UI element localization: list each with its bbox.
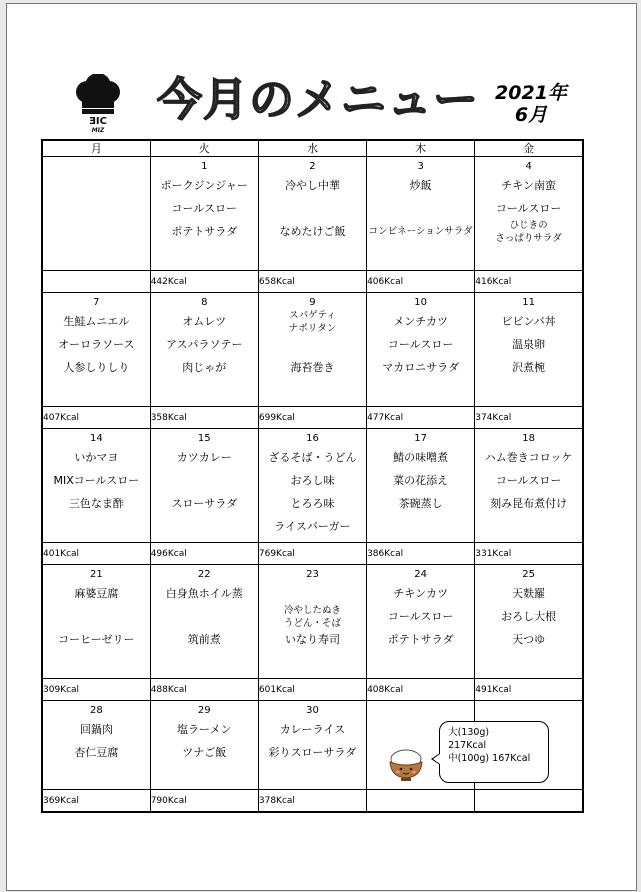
rice-medium-label: 中(100g) 167Kcal bbox=[448, 753, 531, 764]
menu-dish: スローサラダ bbox=[171, 497, 238, 510]
rice-large-label: 大(130g) bbox=[448, 727, 490, 738]
menu-week-row bbox=[42, 157, 583, 271]
kcal-cell: 442Kcal bbox=[150, 271, 258, 293]
menu-dish: ツナご飯 bbox=[182, 746, 227, 759]
day-number: 21 bbox=[89, 569, 103, 580]
menu-dish: オムレツ bbox=[182, 315, 227, 328]
menu-dish bbox=[259, 582, 366, 605]
day-number: 24 bbox=[414, 569, 428, 580]
day-cell bbox=[42, 701, 150, 790]
kcal-cell: 378Kcal bbox=[258, 790, 366, 813]
menu-dish: とろろ味 bbox=[290, 497, 335, 510]
kcal-row bbox=[42, 407, 583, 429]
menu-page bbox=[6, 3, 637, 891]
menu-dish: コールスロー bbox=[495, 474, 562, 487]
menu-dish: 杏仁豆腐 bbox=[74, 746, 119, 759]
day-cell bbox=[42, 157, 150, 271]
kcal-cell: 309Kcal bbox=[42, 679, 150, 701]
year-label: 2021年 bbox=[495, 82, 567, 104]
kcal-cell: 496Kcal bbox=[150, 543, 258, 565]
menu-dish: 菜の花添え bbox=[393, 474, 449, 487]
day-cell bbox=[150, 429, 258, 543]
day-cell bbox=[42, 429, 150, 543]
kcal-cell: 601Kcal bbox=[258, 679, 366, 701]
day-number: 17 bbox=[414, 433, 428, 444]
day-number: 10 bbox=[414, 297, 428, 308]
menu-week-row bbox=[42, 701, 583, 790]
day-cell bbox=[150, 157, 258, 271]
day-cell bbox=[475, 157, 583, 271]
menu-week-row bbox=[42, 429, 583, 543]
day-number: 28 bbox=[89, 705, 103, 716]
kcal-cell: 769Kcal bbox=[258, 543, 366, 565]
menu-dish: 肉じゃが bbox=[182, 361, 227, 374]
weekday-header: 金 bbox=[475, 140, 583, 157]
menu-dish: コーヒーゼリー bbox=[58, 633, 135, 646]
kcal-cell: 401Kcal bbox=[42, 543, 150, 565]
menu-dish: 人参しりしり bbox=[63, 361, 130, 374]
rice-large-kcal: 217Kcal bbox=[448, 740, 487, 751]
day-cell bbox=[475, 293, 583, 407]
day-number: 3 bbox=[417, 161, 424, 172]
logo-text: MIZ bbox=[91, 127, 105, 134]
menu-dish: コールスロー bbox=[495, 202, 562, 215]
day-cell bbox=[367, 429, 475, 543]
menu-dish: 鯖の味噌煮 bbox=[393, 451, 449, 464]
kcal-cell bbox=[367, 790, 475, 813]
menu-dish bbox=[43, 207, 150, 230]
menu-dish: 茶碗蒸し bbox=[398, 497, 443, 510]
day-number: 25 bbox=[522, 569, 535, 580]
menu-dish bbox=[259, 197, 366, 220]
menu-week-row bbox=[42, 293, 583, 407]
menu-dish: コールスロー bbox=[387, 610, 454, 623]
menu-week-row bbox=[42, 565, 583, 679]
day-number: 1 bbox=[201, 161, 208, 172]
menu-dish: 三色なま酢 bbox=[68, 497, 124, 510]
day-cell bbox=[150, 293, 258, 407]
menu-dish: ポテトサラダ bbox=[387, 633, 454, 646]
menu-dish: ひじきの さっぱりサラダ bbox=[495, 219, 562, 244]
kcal-cell: 699Kcal bbox=[258, 407, 366, 429]
menu-dish: コールスロー bbox=[387, 338, 454, 351]
menu-dish: チキンカツ bbox=[393, 587, 449, 600]
kcal-cell bbox=[475, 790, 583, 813]
day-number: 29 bbox=[197, 705, 211, 716]
kcal-cell: 331Kcal bbox=[475, 543, 583, 565]
menu-dish: スパゲティ ナポリタン bbox=[288, 309, 337, 334]
rice-calorie-bubble bbox=[439, 721, 549, 783]
svg-text:ƎIC: ƎIC bbox=[89, 116, 107, 127]
kcal-row bbox=[42, 679, 583, 701]
menu-dish: 温泉卵 bbox=[512, 338, 546, 351]
menu-dish: ハム巻きコロッケ bbox=[484, 451, 573, 464]
menu-dish: 冷やしたぬき うどん・そば bbox=[283, 604, 341, 629]
kcal-cell: 374Kcal bbox=[475, 407, 583, 429]
menu-dish bbox=[43, 184, 150, 207]
menu-dish: ライスバーガー bbox=[274, 520, 351, 533]
day-cell bbox=[367, 157, 475, 271]
day-cell bbox=[258, 429, 366, 543]
menu-dish: オーロラソース bbox=[58, 338, 135, 351]
menu-dish bbox=[259, 333, 366, 356]
menu-dish: カレーライス bbox=[279, 723, 346, 736]
menu-dish: チキン南蛮 bbox=[501, 179, 557, 192]
day-number: 23 bbox=[306, 569, 319, 580]
weekday-header-row bbox=[42, 140, 583, 157]
menu-dish: おろし味 bbox=[290, 474, 335, 487]
day-cell bbox=[258, 565, 366, 679]
kcal-cell: 790Kcal bbox=[150, 790, 258, 813]
menu-dish bbox=[43, 161, 150, 184]
kcal-cell bbox=[42, 271, 150, 293]
menu-dish: 海苔巻き bbox=[290, 361, 335, 374]
menu-dish: 筑前煮 bbox=[187, 633, 221, 646]
menu-dish: いなり寿司 bbox=[284, 633, 340, 646]
day-cell bbox=[150, 565, 258, 679]
day-number: 9 bbox=[309, 297, 316, 308]
day-number: 18 bbox=[522, 433, 535, 444]
menu-dish: カツカレー bbox=[176, 451, 232, 464]
day-number: 16 bbox=[306, 433, 319, 444]
menu-dish: 天麩羅 bbox=[512, 587, 546, 600]
day-number: 30 bbox=[306, 705, 319, 716]
menu-dish: 塩ラーメン bbox=[177, 723, 232, 736]
day-number: 7 bbox=[93, 297, 100, 308]
day-cell bbox=[258, 157, 366, 271]
kcal-row bbox=[42, 790, 583, 813]
menu-dish: マカロニサラダ bbox=[382, 361, 460, 374]
rice-note-cell bbox=[367, 701, 531, 790]
day-number: 4 bbox=[525, 161, 532, 172]
kcal-cell: 658Kcal bbox=[258, 271, 366, 293]
menu-dish: ビビンバ丼 bbox=[501, 315, 556, 328]
day-number: 2 bbox=[309, 161, 316, 172]
menu-dish: 炒飯 bbox=[409, 179, 432, 192]
menu-dish: 生鮭ムニエル bbox=[63, 315, 130, 328]
menu-dish: 天つゆ bbox=[512, 633, 546, 646]
weekday-header: 月 bbox=[42, 140, 150, 157]
kcal-cell: 408Kcal bbox=[367, 679, 475, 701]
weekday-header: 火 bbox=[150, 140, 258, 157]
day-cell bbox=[258, 701, 366, 790]
day-number: 15 bbox=[197, 433, 211, 444]
weekday-header: 水 bbox=[258, 140, 366, 157]
menu-dish: コールスロー bbox=[171, 202, 237, 215]
menu-dish bbox=[367, 197, 474, 220]
kcal-cell: 358Kcal bbox=[150, 407, 258, 429]
day-number: 22 bbox=[197, 569, 211, 580]
menu-dish: 白身魚ホイル蒸 bbox=[165, 587, 243, 600]
day-cell bbox=[42, 293, 150, 407]
kcal-cell: 491Kcal bbox=[475, 679, 583, 701]
date-label bbox=[481, 82, 581, 126]
day-number: 14 bbox=[89, 433, 103, 444]
menu-dish: 彩りスローサラダ bbox=[268, 746, 357, 759]
menu-dish: 回鍋肉 bbox=[79, 723, 113, 736]
menu-dish: メンチカツ bbox=[393, 315, 449, 328]
kcal-cell: 416Kcal bbox=[475, 271, 583, 293]
menu-dish: MIXコールスロー bbox=[53, 474, 140, 487]
kcal-cell: 369Kcal bbox=[42, 790, 150, 813]
menu-dish: おろし大根 bbox=[501, 610, 557, 623]
kcal-cell: 488Kcal bbox=[150, 679, 258, 701]
day-cell bbox=[475, 565, 583, 679]
day-cell bbox=[258, 293, 366, 407]
kcal-row bbox=[42, 271, 583, 293]
kcal-cell: 477Kcal bbox=[367, 407, 475, 429]
menu-dish: 刻み昆布煮付け bbox=[490, 497, 568, 510]
menu-dish: 冷やし中華 bbox=[284, 179, 340, 192]
day-cell bbox=[367, 293, 475, 407]
day-cell bbox=[475, 429, 583, 543]
menu-dish bbox=[151, 469, 258, 492]
day-cell bbox=[367, 565, 475, 679]
menu-dish: 麻婆豆腐 bbox=[74, 587, 119, 600]
kcal-cell: 386Kcal bbox=[367, 543, 475, 565]
menu-dish: なめたけご飯 bbox=[279, 225, 346, 238]
menu-dish: ポテトサラダ bbox=[171, 225, 238, 238]
day-number: 8 bbox=[201, 297, 208, 308]
rice-bowl-icon bbox=[387, 747, 425, 781]
menu-dish: ポークジンジャー bbox=[160, 179, 248, 192]
bubble-tail-inner bbox=[433, 754, 440, 764]
kcal-cell: 406Kcal bbox=[367, 271, 475, 293]
day-number: 11 bbox=[522, 297, 535, 308]
menu-dish: いかマヨ bbox=[74, 451, 119, 464]
kcal-cell: 407Kcal bbox=[42, 407, 150, 429]
menu-calendar bbox=[41, 139, 584, 813]
day-cell bbox=[150, 701, 258, 790]
menu-dish bbox=[151, 605, 258, 628]
chef-hat-icon bbox=[73, 74, 123, 134]
month-label: 6月 bbox=[514, 104, 548, 126]
menu-dish: 沢煮椀 bbox=[512, 361, 546, 374]
menu-dish: アスパラソテー bbox=[166, 338, 243, 351]
menu-dish bbox=[43, 605, 150, 628]
menu-dish: コンビネーションサラダ bbox=[368, 226, 473, 237]
page-title: 今月のメニュー bbox=[157, 70, 479, 130]
day-cell bbox=[42, 565, 150, 679]
weekday-header: 木 bbox=[367, 140, 475, 157]
kcal-row bbox=[42, 543, 583, 565]
menu-dish: ざるそば・うどん bbox=[268, 451, 357, 464]
